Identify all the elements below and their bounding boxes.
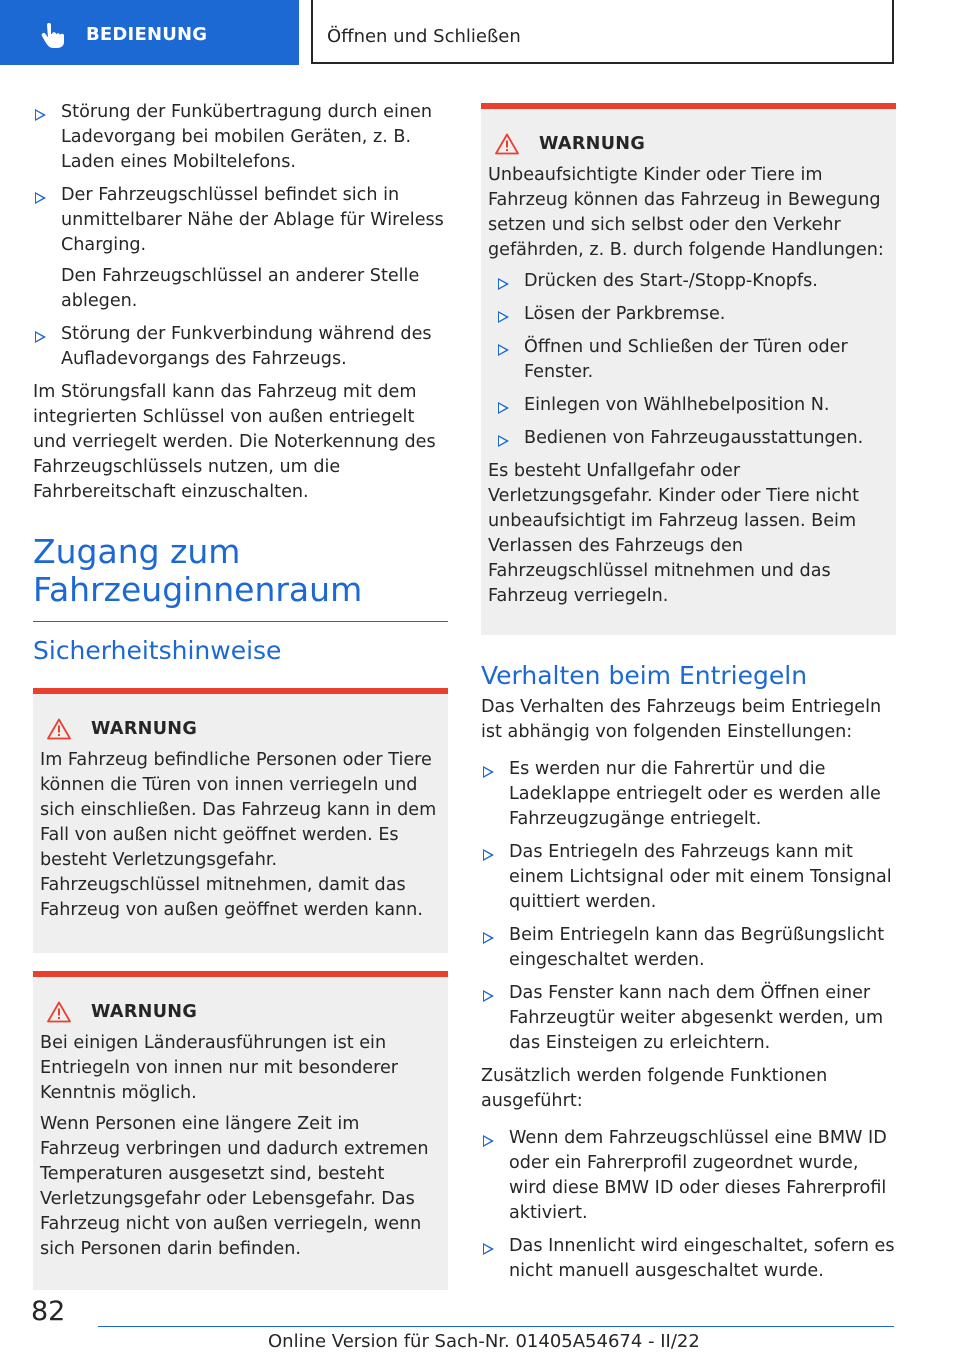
list-item-instruction: Den Fahrzeugschlüssel an anderer Stelle ablegen. xyxy=(61,266,420,311)
section-tab[interactable] xyxy=(0,0,299,65)
list-item: Bedienen von Fahrzeugausstattungen. xyxy=(496,426,886,451)
bullet-triangle-icon xyxy=(35,331,46,343)
warning-text: Es besteht Unfallgefahr oder Verletzungsgefahr. Kinder oder Tiere nicht unbeaufsichtigt im Fahrzeug lassen. Beim Verlassen des Fahrzeugs den Fahrzeugschlüssel mitnehmen und das Fahrzeug verriegeln. xyxy=(488,461,860,606)
bullet-triangle-icon xyxy=(483,849,494,861)
paragraph: Im Störungsfall kann das Fahrzeug mit dem integrierten Schlüssel von außen entriegelt und verriegelt werden. Die Noterkennung des Fahrzeugschlüssels nutzen, um die Fahrbereitschaft einzuschalten. xyxy=(33,382,436,502)
right-column xyxy=(481,103,896,1292)
list-item: Das Fenster kann nach dem Öffnen einer Fahrzeugtür weiter abgesenkt werden, um das Einsteigen zu erleichtern. xyxy=(481,981,896,1056)
hand-pointer-icon xyxy=(38,22,66,50)
warning-text: Wenn Personen eine längere Zeit im Fahrzeug verbringen und dadurch extremen Temperaturen ausgesetzt sind, besteht Verletzungsgefahr oder Lebensgefahr. Das Fahrzeug nicht von außen verriegeln, wenn sich Personen darin befinden. xyxy=(40,1114,429,1259)
heading-unlock-behavior: Verhalten beim Entriegeln xyxy=(481,661,808,690)
warning-box xyxy=(33,971,448,1290)
bullet-triangle-icon xyxy=(483,990,494,1002)
list-item: Der Fahrzeugschlüssel befindet sich in unmittelbarer Nähe der Ablage für Wireless Charging. Den Fahrzeugschlüssel an anderer Stelle ablegen. xyxy=(33,183,448,314)
bullet-triangle-icon xyxy=(483,1135,494,1147)
list-item: Das Entriegeln des Fahrzeugs kann mit einem Lichtsignal oder mit einem Tonsignal quittiert werden. xyxy=(481,840,896,915)
list-item: Öffnen und Schließen der Türen oder Fenster. xyxy=(496,335,886,385)
list-item: Das Innenlicht wird eingeschaltet, sofern es nicht manuell ausgeschaltet wurde. xyxy=(481,1234,896,1284)
list-item: Störung der Funkverbindung während des Aufladevorgangs des Fahrzeugs. xyxy=(33,322,448,372)
bullet-triangle-icon xyxy=(483,766,494,778)
bullet-triangle-icon xyxy=(483,1243,494,1255)
section-label: BEDIENUNG xyxy=(86,24,208,45)
bullet-triangle-icon xyxy=(498,402,509,414)
additional-functions-list xyxy=(481,1126,896,1284)
warning-header xyxy=(40,1001,438,1023)
warning-triangle-icon xyxy=(47,718,71,740)
bullet-triangle-icon xyxy=(498,278,509,290)
warning-title: WARNUNG xyxy=(91,719,198,739)
page-number: 82 xyxy=(31,1296,66,1327)
bullet-triangle-icon xyxy=(498,311,509,323)
warning-text: Bei einigen Länderausführungen ist ein Entriegeln von innen nur mit besonderer Kenntnis möglich. xyxy=(40,1033,399,1103)
list-item: Lösen der Parkbremse. xyxy=(496,302,886,327)
heading-rule xyxy=(33,621,448,622)
warning-action-list xyxy=(488,269,886,451)
bullet-triangle-icon xyxy=(35,192,46,204)
list-item: Wenn dem Fahrzeugschlüssel eine BMW ID oder ein Fahrerprofil zugeordnet wurde, wird diese BMW ID oder dieses Fahrerprofil aktiviert. xyxy=(481,1126,896,1226)
list-item: Einlegen von Wählhebelposition N. xyxy=(496,393,886,418)
heading-safety: Sicherheitshinweise xyxy=(33,636,282,665)
bullet-triangle-icon xyxy=(498,344,509,356)
list-item: Drücken des Start-/Stopp-Knopfs. xyxy=(496,269,886,294)
warning-title: WARNUNG xyxy=(91,1002,198,1022)
warning-triangle-icon xyxy=(47,1001,71,1023)
warning-title: WARNUNG xyxy=(539,134,646,154)
warning-text: Im Fahrzeug befindliche Personen oder Tiere können die Türen von innen verriegeln und sich einschließen. Das Fahrzeug kann in dem Fall von außen nicht geöffnet werden. Es besteht Verletzungsgefahr. Fahrzeugschlüssel mitnehmen, damit das Fahrzeug von außen geöffnet werden kann. xyxy=(40,750,437,920)
warning-header xyxy=(40,718,438,740)
warning-box xyxy=(481,103,896,635)
chapter-title: Öffnen und Schließen xyxy=(327,26,521,47)
heading-access: Zugang zum Fahrzeuginnenraum xyxy=(33,532,363,609)
paragraph: Zusätzlich werden folgende Funktionen ausgeführt: xyxy=(481,1066,828,1111)
bullet-triangle-icon xyxy=(498,435,509,447)
bullet-triangle-icon xyxy=(483,932,494,944)
warning-text: Unbeaufsichtigte Kinder oder Tiere im Fahrzeug können das Fahrzeug in Bewegung setzen und sich selbst oder den Verkehr gefährden, z. B. durch folgende Handlungen: xyxy=(488,165,884,260)
left-column xyxy=(33,100,448,1308)
interference-list xyxy=(33,100,448,372)
list-item: Störung der Funkübertragung durch einen Ladevorgang bei mobilen Geräten, z. B. Laden eines Mobiltelefons. xyxy=(33,100,448,175)
warning-box xyxy=(33,688,448,953)
unlock-settings-list xyxy=(481,757,896,1056)
paragraph: Das Verhalten des Fahrzeugs beim Entriegeln ist abhängig von folgenden Einstellungen: xyxy=(481,697,882,742)
list-item: Beim Entriegeln kann das Begrüßungslicht eingeschaltet werden. xyxy=(481,923,896,973)
warning-header xyxy=(488,133,886,155)
footer-text: Online Version für Sach-Nr. 01405A54674 - II/22 xyxy=(268,1331,700,1352)
list-item: Es werden nur die Fahrertür und die Ladeklappe entriegelt oder es werden alle Fahrzeugzugänge entriegelt. xyxy=(481,757,896,832)
chapter-title-box xyxy=(311,0,894,64)
warning-triangle-icon xyxy=(495,133,519,155)
footer-rule xyxy=(98,1326,894,1327)
bullet-triangle-icon xyxy=(35,109,46,121)
